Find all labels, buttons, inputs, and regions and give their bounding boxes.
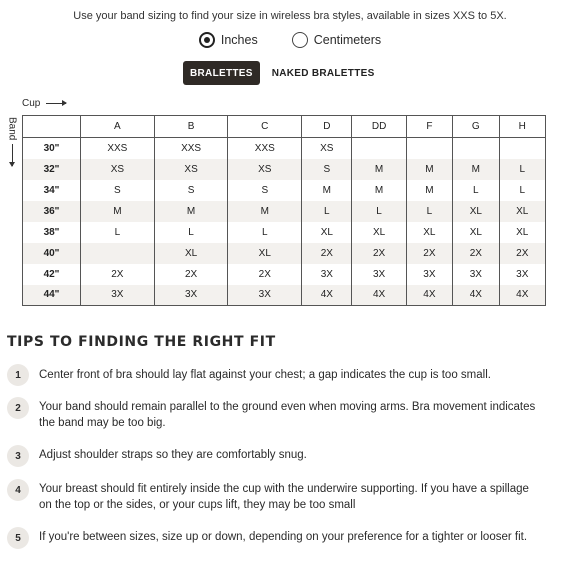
size-cell: L (406, 201, 452, 222)
size-cell: 2X (406, 243, 452, 264)
size-cell: 2X (352, 243, 406, 264)
size-cell: 4X (406, 285, 452, 306)
table-row (23, 138, 546, 159)
size-cell: XXS (154, 138, 228, 159)
size-cell: M (352, 159, 406, 180)
size-cell: XL (228, 243, 302, 264)
inches-radio[interactable] (199, 32, 215, 48)
size-cell: 2X (302, 243, 352, 264)
size-cell: 4X (352, 285, 406, 306)
size-cell: XS (81, 159, 155, 180)
size-cell: XL (406, 222, 452, 243)
size-cell: XL (499, 222, 545, 243)
size-cell: 3X (352, 264, 406, 285)
size-cell (499, 138, 545, 159)
unit-option-centimeters[interactable] (292, 32, 381, 48)
tip-text: Adjust shoulder straps so they are comfortably snug. (39, 449, 307, 461)
tip-item (7, 397, 537, 431)
cup-header: DD (352, 116, 406, 138)
table-row (23, 159, 546, 180)
size-cell: 4X (499, 285, 545, 306)
band-size-cell: 40" (23, 243, 81, 264)
size-cell: XL (499, 201, 545, 222)
unit-option-inches[interactable] (199, 32, 258, 48)
band-size-cell: 42" (23, 264, 81, 285)
size-cell: 3X (499, 264, 545, 285)
size-cell: S (154, 180, 228, 201)
cup-header: D (302, 116, 352, 138)
size-cell: 3X (453, 264, 499, 285)
tip-text: Center front of bra should lay flat against your chest; a gap indicates the cup is too small. (39, 369, 491, 381)
size-cell: L (302, 201, 352, 222)
band-label-text: Band (6, 117, 18, 141)
cup-header: A (81, 116, 155, 138)
size-cell: M (352, 180, 406, 201)
cup-header: G (453, 116, 499, 138)
size-cell: XL (302, 222, 352, 243)
tip-number-badge: 3 (7, 445, 29, 467)
cup-header: B (154, 116, 228, 138)
tab-naked-bralettes[interactable]: NAKED BRALETTES (271, 67, 375, 79)
centimeters-radio[interactable] (292, 32, 308, 48)
table-row (23, 264, 546, 285)
size-cell: XL (154, 243, 228, 264)
tip-item (7, 527, 537, 549)
size-cell: S (302, 159, 352, 180)
tab-bralettes[interactable]: BRALETTES (183, 61, 260, 85)
arrow-right-icon (46, 103, 66, 104)
tips-title: TIPS TO FINDING THE RIGHT FIT (7, 334, 276, 350)
size-cell (453, 138, 499, 159)
size-cell: M (81, 201, 155, 222)
size-cell: 2X (499, 243, 545, 264)
style-tabs (183, 61, 381, 85)
size-cell: L (499, 159, 545, 180)
size-cell: 2X (453, 243, 499, 264)
band-size-cell: 32" (23, 159, 81, 180)
table-row (23, 243, 546, 264)
band-size-cell: 36" (23, 201, 81, 222)
size-cell (352, 138, 406, 159)
band-axis-label (4, 117, 20, 166)
size-cell: 3X (154, 285, 228, 306)
size-cell: S (81, 180, 155, 201)
size-cell: XS (302, 138, 352, 159)
size-cell: 3X (302, 264, 352, 285)
intro-text: Use your band sizing to find your size in wireless bra styles, available in sizes XXS to 5X. (73, 10, 507, 22)
size-cell: M (406, 159, 452, 180)
size-cell: L (228, 222, 302, 243)
size-cell: M (302, 180, 352, 201)
tip-number-badge: 1 (7, 364, 29, 386)
size-cell: M (406, 180, 452, 201)
table-row (23, 180, 546, 201)
size-cell: XL (453, 201, 499, 222)
tip-text: Your breast should fit entirely inside the cup with the underwire supporting. If you have a spillage on the top or the sides, or your cups lift, they may be too small (39, 483, 529, 511)
size-cell: M (453, 159, 499, 180)
band-size-cell: 34" (23, 180, 81, 201)
size-cell: L (352, 201, 406, 222)
size-cell: XXS (81, 138, 155, 159)
unit-label-centimeters: Centimeters (313, 33, 382, 47)
size-cell: L (81, 222, 155, 243)
table-row (23, 285, 546, 306)
size-cell: 4X (453, 285, 499, 306)
size-chart-table (22, 115, 546, 306)
table-corner-cell (23, 116, 81, 138)
table-row (23, 201, 546, 222)
size-cell: S (228, 180, 302, 201)
cup-header: H (499, 116, 545, 138)
size-cell: M (228, 201, 302, 222)
tip-number-badge: 5 (7, 527, 29, 549)
size-cell: L (453, 180, 499, 201)
size-cell (81, 243, 155, 264)
tip-text: Your band should remain parallel to the ground even when moving arms. Bra movement indicates the band may be too big. (39, 401, 536, 429)
tip-number-badge: 4 (7, 479, 29, 501)
tip-item (7, 479, 537, 513)
table-body (23, 138, 546, 306)
unit-label-inches: Inches (220, 33, 258, 47)
size-cell: 2X (81, 264, 155, 285)
size-cell: XS (154, 159, 228, 180)
tip-text: If you're between sizes, size up or down, depending on your preference for a tighter or looser fit. (39, 531, 528, 543)
size-cell (406, 138, 452, 159)
size-cell: XL (352, 222, 406, 243)
cup-header: C (228, 116, 302, 138)
size-cell: 3X (81, 285, 155, 306)
table-header-row (23, 116, 546, 138)
size-cell: L (499, 180, 545, 201)
tip-item (7, 445, 537, 467)
size-cell: 2X (154, 264, 228, 285)
band-size-cell: 44" (23, 285, 81, 306)
size-cell: 4X (302, 285, 352, 306)
size-cell: L (154, 222, 228, 243)
size-cell: 3X (228, 285, 302, 306)
cup-header: F (406, 116, 452, 138)
arrow-down-icon (12, 144, 13, 166)
size-cell: 2X (228, 264, 302, 285)
size-cell: M (154, 201, 228, 222)
band-size-cell: 38" (23, 222, 81, 243)
size-cell: XXS (228, 138, 302, 159)
cup-label-text: Cup (22, 98, 41, 109)
cup-axis-label (22, 98, 66, 109)
size-cell: XS (228, 159, 302, 180)
table-row (23, 222, 546, 243)
band-size-cell: 30" (23, 138, 81, 159)
unit-selector (0, 32, 580, 48)
size-cell: XL (453, 222, 499, 243)
tip-number-badge: 2 (7, 397, 29, 419)
tip-item (7, 364, 537, 386)
size-cell: 3X (406, 264, 452, 285)
